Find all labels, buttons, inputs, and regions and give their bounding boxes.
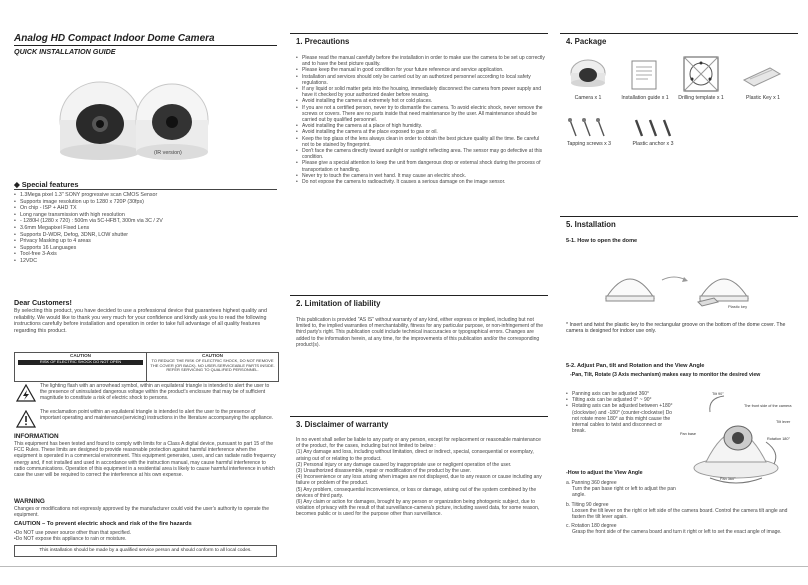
- caution-item: •Do NOT use power source other than that specified.: [14, 530, 131, 536]
- feature-item: • Supports image resolution up to 1280 x 720P (30fps): [14, 199, 277, 206]
- plastic-anchor-icon: [630, 118, 678, 138]
- view-angle-steps: [566, 480, 796, 536]
- precautions-heading: 1. Precautions: [296, 37, 350, 46]
- liability-heading: 2. Limitation of liability: [296, 299, 381, 308]
- package-anchor-label: Plastic anchor x 3: [632, 141, 674, 147]
- warning-heading: WARNING: [14, 498, 45, 505]
- caution-box-left: [15, 353, 147, 381]
- disclaimer-item: (2) Personal injury or any damage caused by inappropriate use or negligent operation of the user.: [296, 461, 512, 468]
- precaution-item: • If any liquid or solid matter gets into the housing, immediately disconnect the camera from power supply and have it checked by your authorized dealer before reusing.: [296, 86, 546, 98]
- tilt-lever-label: Tilt lever: [776, 420, 791, 424]
- features-heading: ◆ Special features: [14, 180, 79, 189]
- step-title: c. Rotation 180 degree: [566, 523, 617, 530]
- liability-header: [290, 295, 548, 309]
- feature-item: • On chip - ISP + AHD TX: [14, 205, 277, 212]
- features-rule: [14, 189, 277, 190]
- disclaimer-item: (6) Any claim or action for damages, brought by any person or organization being photogenic subject, due to violation of privacy with the result of that surveillance-camera's picture, including saved data, for some reason, becomes public or is used for the purpose other than surveillance.: [296, 499, 540, 518]
- adjust-heading: 5-2. Adjust Pan, tilt and Rotation and the View Angle: [566, 363, 705, 369]
- precaution-item: • If you are not a certified person, never try to dismantle the camera. To avoid electric shock, never remove the screws or covers. There are no parts inside that need maintenance by the user. All maintenance should be carried out by qualified personnel.: [296, 105, 546, 124]
- adjust-bullet: • Panning axis can be adjusted 360°: [566, 391, 676, 397]
- precaution-item: • Please give a special attention to keep the unit from dangerous drop or external shock during the process of transportation or handling.: [296, 160, 546, 172]
- open-dome-heading: 5-1. How to open the dome: [566, 238, 638, 244]
- left-column: [14, 0, 277, 585]
- step-text: Grasp the front side of the camera board and turn it right or left to set the exact angle of image.: [572, 529, 782, 536]
- guide-package-icon: [628, 58, 662, 92]
- feature-item: • Supports D-WDR, Defog, 3DNR, LOW shutter: [14, 232, 277, 239]
- plastic-key-icon: [740, 64, 784, 88]
- middle-column: [290, 0, 548, 585]
- package-heading: 4. Package: [566, 37, 607, 46]
- pan360-label: Pan 360°: [720, 477, 736, 481]
- disclaimer-intro: In no event shall seller be liable to any party or any person, except for replacement or reasonable maintenance of the product, for the cases, including but not limited to below :: [296, 437, 541, 450]
- camera-product-image: [58, 78, 213, 168]
- features-list: [14, 192, 277, 265]
- view-angle-heading: -How to adjust the View Angle: [566, 470, 643, 476]
- disclaimer-item: (1) Any damage and loss, including without limitation, direct or indirect, special, consequential or exemplary, arising out of or relating to the product.: [296, 449, 534, 462]
- caution-left-title: CAUTION: [70, 353, 91, 358]
- liability-text: This publication is provided "AS IS" without warranty of any kind, either express or implied, including but not limited to, the implied warranties of merchantability, fitness for any particular purpose, or non-infringement of the third party's right. This publication could include technical inaccuracies or typographical errors. Changes are added to the information herein, at any time, for the improvements of this publication and/or the corresponding product(s).: [296, 317, 543, 348]
- package-template-label: Drilling template x 1: [678, 95, 724, 101]
- step-title: a. Panning 360 degree: [566, 480, 617, 486]
- installation-notice: This installation should be made by a qualified service person and should conform to all local codes.: [14, 545, 277, 557]
- feature-item: • 1.3Mega pixel 1.3" SONY progressive scan CMOS Sensor: [14, 192, 277, 199]
- plastic-key-callout: Plastic key: [728, 304, 748, 309]
- caution-items: [14, 530, 277, 542]
- open-dome-diagram: [600, 258, 790, 314]
- open-dome-note: * Insert and twist the plastic key to the rectangular groove on the bottom of the dome cover. The camera is designed for indoor use only.: [566, 322, 786, 335]
- precautions-header: [290, 33, 548, 47]
- page-title: Analog HD Compact Indoor Dome Camera: [14, 33, 215, 44]
- ir-version-label: (IR version): [154, 150, 182, 156]
- info-heading: INFORMATION: [14, 433, 59, 440]
- tapping-screws-icon: [566, 118, 614, 138]
- warning-text: Changes or modifications not expressly approved by the manufacturer could void the user's authority to operate the equipment.: [14, 506, 269, 519]
- precaution-item: • Installation and services should only be carried out by an authorized personnel according to local safety regulations.: [296, 74, 546, 86]
- adjust-bullets: [566, 391, 676, 434]
- features-heading-text: Special features: [21, 180, 79, 189]
- caution-right-text: TO REDUCE THE RISK OF ELECTRIC SHOCK, DO NOT REMOVE THE COVER (OR BACK). NO USER-SERVICEABLE PARTS INSIDE. REFER SERVICING TO QUALIFIED PERSONNEL.: [150, 357, 275, 373]
- title-rule: [14, 45, 277, 46]
- page-subtitle: QUICK INSTALLATION GUIDE: [14, 47, 116, 56]
- disclaimer-header: [290, 416, 548, 430]
- feature-item: • Long range transmission with high resolution: [14, 212, 277, 219]
- adjust-bullet: • Rotating axis can be adjusted between +180°(clockwise) and -180° (counter-clockwise) Do not rotate more 180° as this might cause the internal cables to twist and disconnect or break.: [566, 403, 676, 434]
- front-side-label: The front side of the camera: [744, 404, 792, 408]
- disclaimer-item: (4) Inconvenience or any loss arising when images are not displayed, due to any reason or cause including any failure or problem of the product.: [296, 474, 542, 487]
- info-text: This equipment has been tested and found to comply with limits for a Class A digital device, pursuant to part 15 of the FCC Rules. These limits are designed to provide reasonable protection against harmful interference when the equipment is operated in a commercial environment. This equipment generates, uses, and can radiate radio frequency energy and, if not installed and used in accordance with the instruction manual, may cause harmful interference to radio communications. Operation of this equipment in a residential area is likely to cause harmful interference in which case the user will be required to correct the interference at his own expense.: [14, 441, 276, 479]
- caution-right-title: CAUTION: [202, 353, 223, 358]
- exclamation-text: The exclamation point within an equilateral triangle is intended to alert the user to the presence of important operating and maintenance(servicing) instructions in the literature accompanying the appliance.: [40, 409, 274, 422]
- adjust-subheading: -Pan, Tilt, Rotate (3 Axis mechanism) makes easy to monitor the desired view: [570, 372, 761, 378]
- caution-box-right: [147, 353, 278, 381]
- precaution-item: • Avoid installing the camera at the place exposed to gas or oil.: [296, 129, 546, 135]
- camera-package-icon: [566, 58, 610, 90]
- bottom-rule: [0, 566, 808, 567]
- drilling-template-icon: [681, 54, 721, 94]
- package-screws-label: Tapping screws x 3: [566, 141, 612, 147]
- disclaimer-body: [296, 437, 546, 518]
- caution-left-text: RISK OF ELECTRIC SHOCK DO NOT OPEN: [18, 360, 143, 365]
- disclaimer-heading: 3. Disclaimer of warranty: [296, 420, 389, 429]
- precautions-list: [296, 55, 546, 185]
- caution-box: [14, 352, 279, 382]
- installation-header: [560, 216, 798, 230]
- precaution-item: • Please keep the manual in good condition for your future reference and service application.: [296, 67, 546, 73]
- dear-heading: Dear Customers!: [14, 298, 72, 307]
- precaution-item: • Please read the manual carefully before the installation in order to make use the camera to be set up correctly and to have the best picture quality.: [296, 55, 546, 67]
- right-column: [560, 0, 798, 585]
- caution-item: •Do NOT expose this appliance to rain or moisture.: [14, 536, 127, 543]
- pan-base-label: Pan base: [680, 432, 697, 436]
- feature-item: • 12VDC: [14, 258, 277, 265]
- package-guide-label: Installation guide x 1: [621, 95, 669, 101]
- lightning-text: The lighting flash with an arrowhead symbol, within an equilateral triangle is intended to alert the user to the presence of uninsulated dangerous voltage within the product's enclosure that may be of sufficient magnitude to constitute a risk of electric shock to persons.: [40, 383, 270, 402]
- rotation-label: Rotation 180°: [767, 437, 791, 441]
- tilt90-label: Tilt 90°: [712, 392, 724, 396]
- precaution-item: • Do not expose the camera to radioactivity. It causes a serious damage on the image sensor.: [296, 179, 546, 185]
- feature-item: • Privacy Masking up to 4 areas: [14, 238, 277, 245]
- precaution-item: • Avoid installing the camera at a place of high humidity.: [296, 123, 546, 129]
- feature-item: • Supports 16 Languages: [14, 245, 277, 252]
- disclaimer-item: (5) Any problem, consequential inconvenience, or loss or damage, arising out of the system combined by the devices of third party.: [296, 486, 537, 499]
- feature-item: • Tool-free 3-Axis: [14, 251, 277, 258]
- package-camera-label: Camera x 1: [574, 95, 602, 101]
- precaution-item: • Don't face the camera directly toward sunlight or sunlight reflecting area. The sensor may go defective at this condition.: [296, 148, 546, 160]
- step-text: Loosen the tilt lever on the right or left side of the camera board. Control the camera tilt angle and fasten the tilt lever again.: [572, 507, 788, 521]
- exclamation-warning-icon: [16, 410, 36, 428]
- dear-text: By selecting this product, you have decided to use a professional device that guarantees highest quality and reliability. We would like to thank you very much for your confidence and kindly ask you to read the following instructions carefully before installation and operation in order to take full advantage of all quality features regarding this product.: [14, 308, 267, 334]
- precaution-item: • Keep the top glass of the lens always clean in order to obtain the best picture quality all the time. Be careful not to be stained by fingerprint.: [296, 136, 546, 148]
- caution-heading: CAUTION – To prevent electric shock and risk of the fire hazards: [14, 521, 192, 527]
- precaution-item: • Avoid installing the camera at extremely hot or cold places.: [296, 98, 546, 104]
- disclaimer-item: (3) Unauthorized disassemble, repair or modification of the product by the user.: [296, 468, 472, 475]
- package-header: [560, 33, 798, 47]
- lightning-warning-icon: [16, 384, 36, 402]
- installation-heading: 5. Installation: [566, 220, 616, 229]
- feature-item: • - 1280H (1280 x 720) : 500m via 5C-HFBT, 300m via 3C / 2V: [14, 218, 277, 225]
- step-title: b. Tilting 90 degree: [566, 501, 609, 508]
- package-key-label: Plastic Key x 1: [745, 95, 781, 101]
- feature-item: • 3.6mm Megapixel Fixed Lens: [14, 225, 277, 232]
- step-text: Turn the pan base right or left to adjust the pan angle.: [572, 486, 676, 499]
- adjust-bullet: • Tilting axis can be adjusted 0° ~ 90°: [566, 397, 676, 403]
- precaution-item: • Never try to touch the camera in wet hand. It may cause an electric shock.: [296, 173, 546, 179]
